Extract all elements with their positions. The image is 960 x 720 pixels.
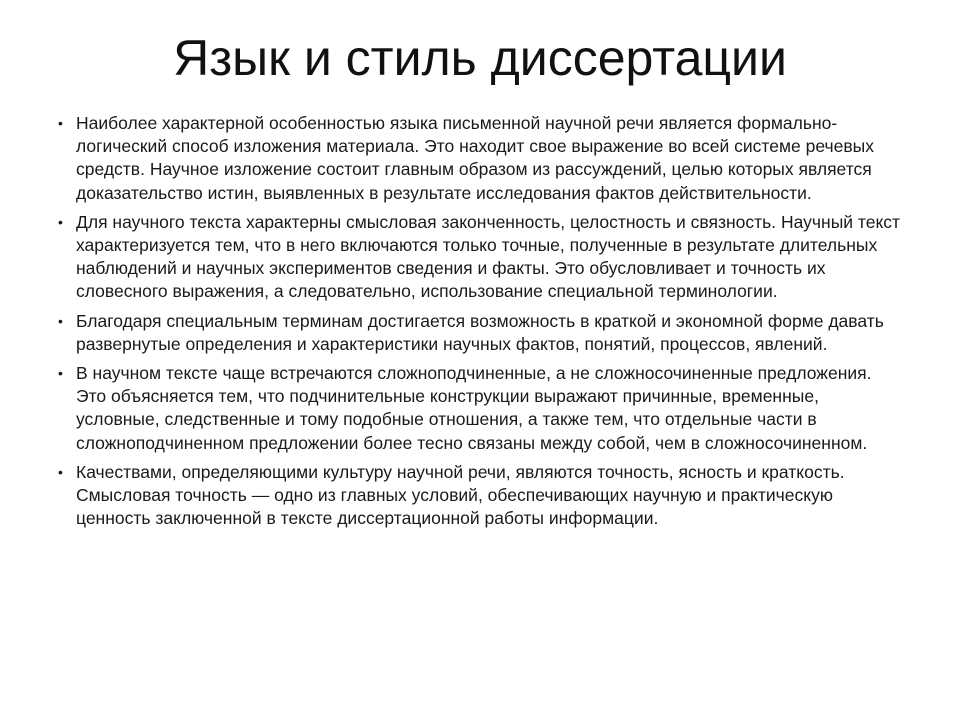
bullet-item — [58, 112, 904, 205]
bullet-dot-icon: • — [58, 365, 63, 382]
bullet-list — [58, 112, 904, 536]
bullet-item — [58, 211, 904, 304]
bullet-dot-icon: • — [58, 312, 63, 329]
bullet-dot-icon: • — [58, 463, 63, 480]
bullet-text: В научном тексте чаще встречаются сложноподчиненные, а не сложносочиненные предложения. Это объясняется тем, что подчинительные конструкции выражают причинные, временные, условные, следственные и тому подобные отношения, а также тем, что отдельные части в сложноподчиненном предложении более тесно связаны между собой, чем в сложносочиненном. — [76, 363, 872, 453]
bullet-text: Наиболее характерной особенностью языка письменной научной речи является формально-логический способ изложения материала. Это находит свое выражение во всей системе речевых средств. Научное изложение состоит главным образом из рассуждений, целью которых является доказательство истин, выявленных в результате исследования фактов действительности. — [76, 113, 874, 203]
bullet-text: Для научного текста характерны смысловая законченность, целостность и связность. Научный текст характеризуется тем, что в него включаются только точные, полученные в результате длительных наблюдений и научных экспериментов сведения и факты. Это обусловливает и точность их словесного выражения, а следовательно, использование специальной терминологии. — [76, 211, 901, 302]
bullet-dot-icon: • — [58, 213, 63, 230]
bullet-item — [58, 362, 904, 455]
bullet-text: Благодаря специальным терминам достигается возможность в краткой и экономной форме давать развернутые определения и характеристики научных фактов, понятий, процессов, явлений. — [76, 310, 884, 354]
slide-title: Язык и стиль диссертации — [173, 30, 787, 86]
bullet-dot-icon: • — [58, 115, 63, 131]
bullet-item — [58, 461, 904, 531]
bullet-item — [58, 310, 904, 356]
bullet-text: Качествами, определяющими культуру научной речи, являются точность, ясность и краткость. Смысловая точность — одно из главных условий, обеспечивающих научную и практическую ценность заключенной в тексте диссертационной работы информации. — [76, 461, 845, 529]
